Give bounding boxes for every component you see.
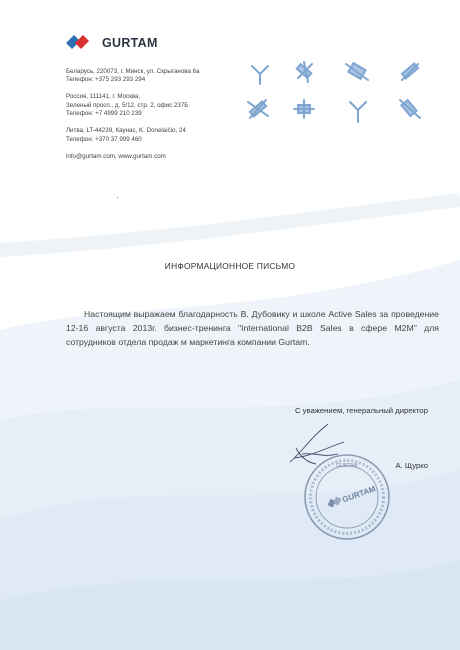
- company-logo-text: GURTAM: [102, 36, 158, 50]
- satellite-icon: [248, 100, 268, 118]
- contact-belarus: [66, 68, 256, 85]
- contact-russia: [66, 93, 256, 118]
- svg-text:GURTAM: GURTAM: [341, 484, 377, 505]
- contact-address: Литва, LT-44239, Каунас, K. Donelaičio, 24: [66, 127, 186, 135]
- svg-text:GURTAM: GURTAM: [336, 463, 358, 469]
- satellite-icon: [402, 64, 418, 80]
- contact-phone: Телефон: +370 37 999 460: [66, 135, 142, 143]
- letter-body: Настоящим выражаем благодарность В. Дубовику и школе Active Sales за проведение 12-16 августа 2013г. бизнес-тренинга "International B2B Sales в сфере M2M" для сотрудников отдела продаж м маркетинга компании Gurtam.: [66, 309, 439, 347]
- contact-address-line2: Зеленый просп., д. 5/12, стр. 2, офис 237Б: [66, 101, 189, 109]
- satellite-icon: [400, 100, 420, 118]
- contact-address: Россия, 111141, г. Москва,: [66, 93, 141, 101]
- stray-mark: [117, 197, 118, 198]
- contact-address: Беларусь, 220073, г. Минск, ул. Скрыганова 6а: [66, 68, 200, 75]
- satellite-icon: [297, 62, 312, 82]
- satellite-icon-grid: [242, 60, 432, 135]
- gurtam-logo-mark-icon: [66, 34, 98, 52]
- antenna-icon: [350, 102, 366, 122]
- contact-email-website: info@gurtam.com, www.gurtam.com: [66, 152, 166, 160]
- letter-closing: С уважением, генеральный директор: [294, 406, 428, 415]
- satellite-icon: [294, 100, 314, 118]
- contact-block: [66, 68, 256, 170]
- antenna-icon: [252, 66, 268, 84]
- contact-lithuania: [66, 127, 256, 144]
- contact-web: [66, 153, 256, 161]
- letter-title: ИНФОРМАЦИОННОЕ ПИСЬМО: [164, 261, 296, 271]
- contact-phone: Телефон: +375 293 293 294: [66, 76, 146, 84]
- satellite-icon: [346, 63, 368, 80]
- contact-phone: Телефон: +7 4999 210 239: [66, 110, 142, 118]
- company-logo: [66, 32, 158, 54]
- signer-name: А. Щурко: [395, 461, 428, 470]
